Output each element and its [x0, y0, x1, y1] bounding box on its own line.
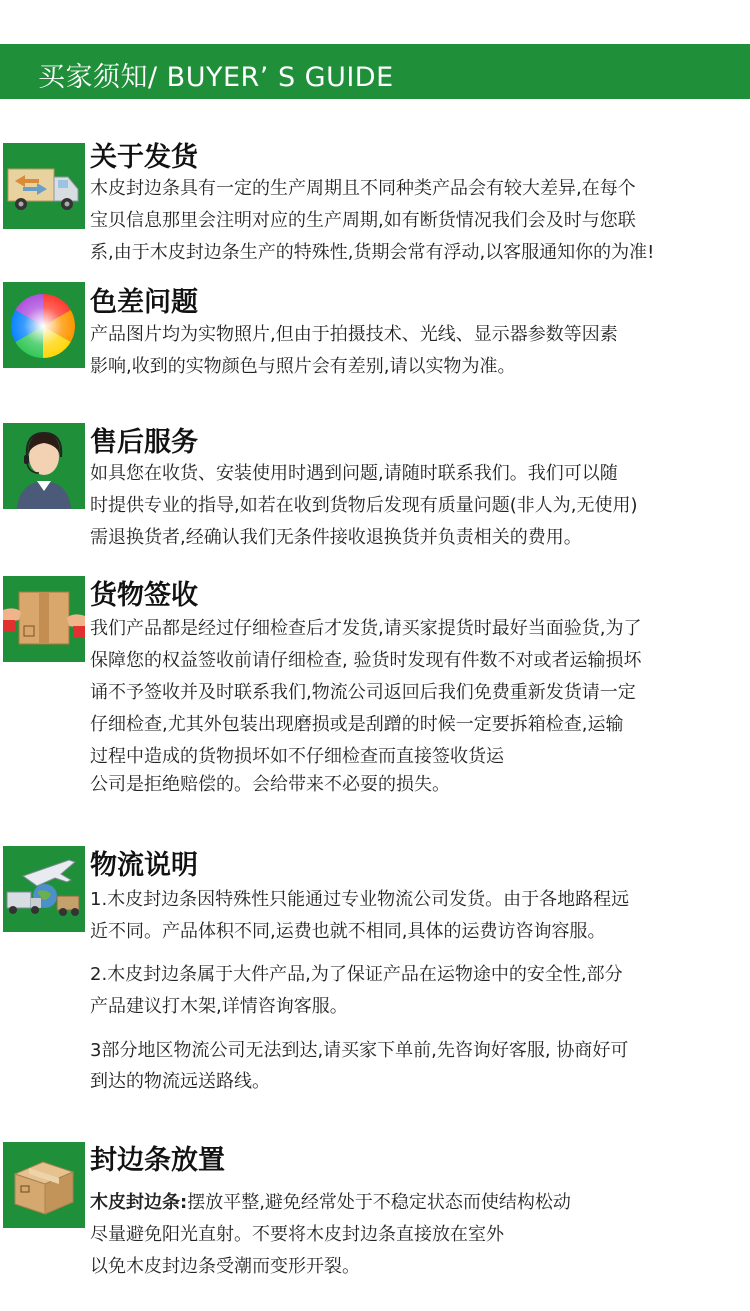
section-title: 色差问题: [90, 287, 198, 318]
section-text-line: 以免木皮封边条受潮而变形开裂。: [90, 1256, 360, 1277]
section-lead-text: 摆放平整,避免经常处于不稳定状态而使结构松动: [187, 1192, 571, 1213]
section-text-line: 过程中造成的货物损坏如不仔细检查而直接签收货运: [90, 746, 504, 767]
section-text-line: 仔细检查,尤其外包装出现磨损或是刮蹭的时候一定要拆箱检查,运输: [90, 714, 624, 735]
section-text-line: 2.木皮封边条属于大件产品,为了保证产品在运物途中的安全性,部分: [90, 964, 623, 985]
section-text-line: 近不同。产品体积不同,运费也就不相同,具体的运费访咨询容服。: [90, 921, 606, 942]
section-text-line: 需退换货者,经确认我们无条件接收退换货并负责相关的费用。: [90, 527, 582, 548]
customer-service-icon: [3, 423, 85, 509]
section-text-line: 3部分地区物流公司无法到达,请买家下单前,先咨询好客服, 协商好可: [90, 1040, 629, 1061]
section-title: 售后服务: [90, 427, 198, 458]
section-text-line: 影响,收到的实物颜色与照片会有差别,请以实物为准。: [90, 356, 516, 377]
section-text-line: 如具您在收货、安装使用时遇到问题,请随时联系我们。我们可以随: [90, 463, 618, 484]
section-text-line: [90, 1191, 571, 1215]
cardboard-box-icon: [3, 1142, 85, 1228]
color-wheel-icon: [3, 282, 85, 368]
package-handover-icon: [3, 576, 85, 662]
section-text-line: 时提供专业的指导,如若在收到货物后发现有质量问题(非人为,无使用): [90, 495, 638, 516]
section-title: 货物签收: [90, 580, 198, 611]
section-text-line: 木皮封边条具有一定的生产周期且不同种类产品会有较大差异,在每个: [90, 178, 636, 199]
logistics-icon: [3, 846, 85, 932]
section-text-line: 保障您的权益签收前请仔细检查, 验货时发现有件数不对或者运输损坏: [90, 650, 642, 671]
section-text-line: 我们产品都是经过仔细检查后才发货,请买家提货时最好当面验货,为了: [90, 618, 642, 639]
section-text-line: 到达的物流远送路线。: [90, 1071, 270, 1092]
section-text-line: 产品图片均为实物照片,但由于拍摄技术、光线、显示器参数等因素: [90, 324, 618, 345]
header-banner: [0, 44, 750, 99]
section-text-line: 尽量避免阳光直射。不要将木皮封边条直接放在室外: [90, 1224, 504, 1245]
banner-title: 买家须知/ BUYER’ S GUIDE: [38, 62, 394, 93]
section-text-line: 产品建议打木架,详情咨询客服。: [90, 996, 348, 1017]
section-title: 封边条放置: [90, 1145, 225, 1176]
section-text-line: 1.木皮封边条因特殊性只能通过专业物流公司发货。由于各地路程远: [90, 889, 630, 910]
section-text-line: 宝贝信息那里会注明对应的生产周期,如有断货情况我们会及时与您联: [90, 210, 636, 231]
truck-icon: [3, 143, 85, 229]
section-title: 物流说明: [90, 850, 198, 881]
section-title: 关于发货: [90, 142, 198, 173]
section-lead-label: 木皮封边条:: [90, 1192, 188, 1213]
section-text-line: 公司是拒绝赔偿的。会给带来不必耍的损失。: [90, 774, 450, 795]
section-text-line: 诵不予签收并及时联系我们,物流公司返回后我们免费重新发货请一定: [90, 682, 636, 703]
section-text-line: 系,由于木皮封边条生产的特殊性,货期会常有浮动,以客服通知你的为准!: [90, 242, 655, 263]
